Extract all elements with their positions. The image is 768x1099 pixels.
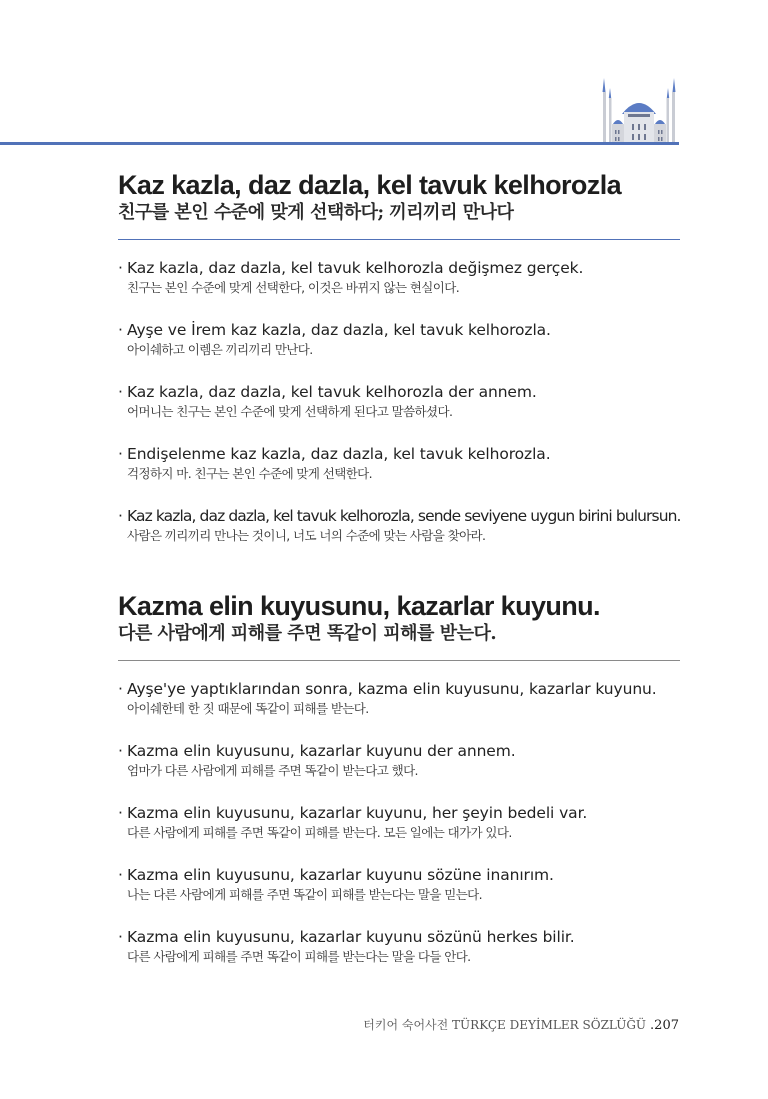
example-item [118,319,680,381]
example-turkish: Kazma elin kuyusunu, kazarlar kuyunu, her şeyin bedeli var. [127,804,588,822]
section-divider [118,660,680,661]
example-korean: 나는 다른 사람에게 피해를 주면 똑같이 피해를 받는다는 말을 믿는다. [127,887,483,902]
example-korean: 어머니는 친구는 본인 수준에 맞게 선택하게 된다고 말씀하셨다. [127,404,453,419]
bullet: · [118,321,123,339]
mosque-icon [598,78,680,142]
example-turkish: Ayşe ve İrem kaz kazla, daz dazla, kel tavuk kelhorozla. [127,321,551,339]
example-korean: 엄마가 다른 사람에게 피해를 주면 똑같이 받는다고 했다. [127,763,418,778]
example-korean: 아이쉐한테 한 짓 때문에 똑같이 피해를 받는다. [127,701,369,716]
book-title: 터키어 숙어사전 TÜRKÇE DEYİMLER SÖZLÜĞÜ [363,1018,647,1032]
example-item [118,740,680,802]
example-turkish: Kaz kazla, daz dazla, kel tavuk kelhorozla, sende seviyene uygun birini bulursun. [127,507,681,525]
example-item [118,443,680,505]
example-turkish: Kazma elin kuyusunu, kazarlar kuyunu sözüne inanırım. [127,866,554,884]
idiom-section-2 [118,591,680,988]
example-korean: 걱정하지 마. 친구는 본인 수준에 맞게 선택한다. [127,466,373,481]
bullet: · [118,259,123,277]
bullet: · [118,804,123,822]
example-item [118,678,680,740]
idiom-section-1 [118,170,680,567]
example-korean: 친구는 본인 수준에 맞게 선택한다, 이것은 바뀌지 않는 현실이다. [127,280,460,295]
bullet: · [118,866,123,884]
section-divider [118,239,680,240]
example-korean: 다른 사람에게 피해를 주면 똑같이 피해를 받는다는 말을 다들 안다. [127,949,471,964]
example-turkish: Ayşe'ye yaptıklarından sonra, kazma elin kuyusunu, kazarlar kuyunu. [127,680,657,698]
idiom-meaning: 친구를 본인 수준에 맞게 선택하다; 끼리끼리 만나다 [118,202,514,223]
bullet: · [118,928,123,946]
example-item [118,257,680,319]
example-item [118,381,680,443]
example-turkish: Endişelenme kaz kazla, daz dazla, kel tavuk kelhorozla. [127,445,551,463]
example-turkish: Kaz kazla, daz dazla, kel tavuk kelhorozla değişmez gerçek. [127,259,584,277]
bullet: · [118,445,123,463]
page-number: .207 [650,1018,679,1033]
example-item [118,864,680,926]
example-korean: 아이쉐하고 이렘은 끼리끼리 만난다. [127,342,313,357]
example-item [118,926,680,988]
bullet: · [118,742,123,760]
example-turkish: Kazma elin kuyusunu, kazarlar kuyunu der annem. [127,742,516,760]
idiom-title: Kazma elin kuyusunu, kazarlar kuyunu. [118,591,600,621]
example-turkish: Kaz kazla, daz dazla, kel tavuk kelhorozla der annem. [127,383,537,401]
bullet: · [118,507,123,525]
idiom-title: Kaz kazla, daz dazla, kel tavuk kelhorozla [118,170,622,200]
page-footer [363,1016,679,1033]
idiom-meaning: 다른 사람에게 피해를 주면 똑같이 피해를 받는다. [118,623,497,644]
header-rule [0,142,679,145]
bullet: · [118,383,123,401]
example-item [118,802,680,864]
example-korean: 다른 사람에게 피해를 주면 똑같이 피해를 받는다. 모든 일에는 대가가 있다. [127,825,512,840]
example-item [118,505,680,567]
example-turkish: Kazma elin kuyusunu, kazarlar kuyunu sözünü herkes bilir. [127,928,575,946]
example-korean: 사람은 끼리끼리 만나는 것이니, 너도 너의 수준에 맞는 사람을 찾아라. [127,528,486,543]
bullet: · [118,680,123,698]
